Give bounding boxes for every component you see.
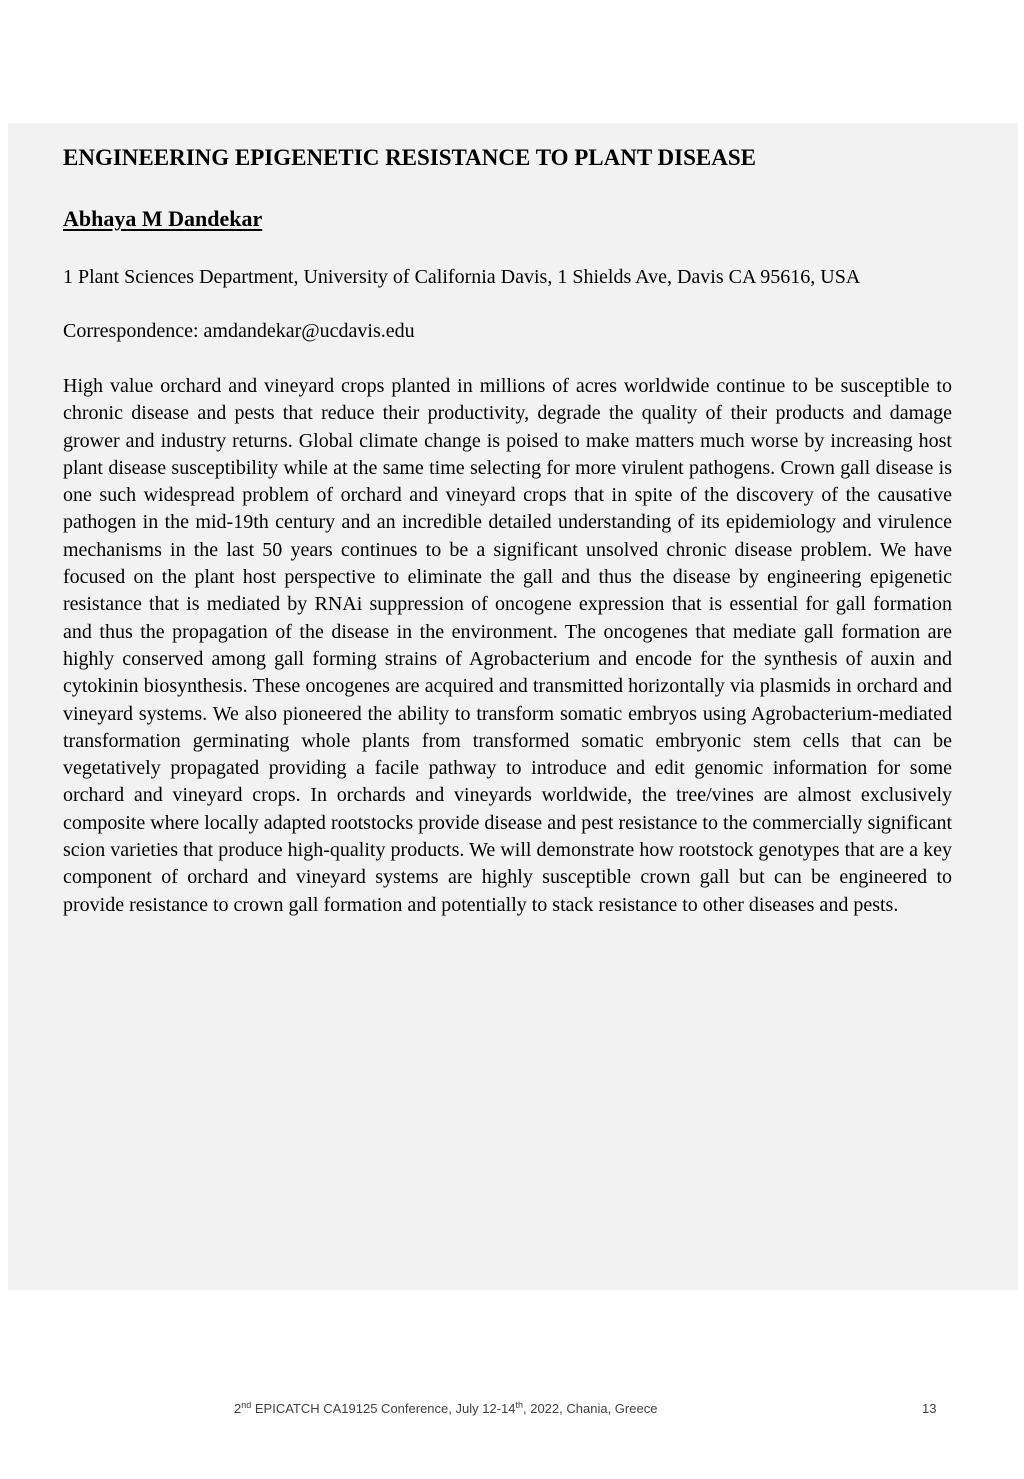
date-suffix: th xyxy=(515,1400,523,1410)
abstract-body: High value orchard and vineyard crops planted in millions of acres worldwide continue to be susceptible to chronic disease and pests that reduce their productivity, degrade the quality of their products and damage grower and industry returns. Global climate change is poised to make matters much worse by increasing host plant disease susceptibility while at the same time selecting for more virulent pathogens. Crown gall disease is one such widespread problem of orchard and vineyard crops that in spite of the discovery of the causative pathogen in the mid-19th century and an incredible detailed understanding of its epidemiology and virulence mechanisms in the last 50 years continues to be a significant unsolved chronic disease problem. We have focused on the plant host perspective to eliminate the gall and thus the disease by engineering epigenetic resistance that is mediated by RNAi suppression of oncogene expression that is essential for gall formation and thus the propagation of the disease in the environment. The oncogenes that mediate gall formation are highly conserved among gall forming strains of Agrobacterium and encode for the synthesis of auxin and cytokinin biosynthesis. These oncogenes are acquired and transmitted horizontally via plasmids in orchard and vineyard systems. We also pioneered the ability to transform somatic embryos using Agrobacterium-mediated transformation germinating whole plants from transformed somatic embryonic stem cells that can be vegetatively propagated providing a facile pathway to introduce and edit genomic information for some orchard and vineyard crops. In orchards and vineyards worldwide, the tree/vines are almost exclusively composite where locally adapted rootstocks provide disease and pest resistance to the commercially significant scion varieties that produce high-quality products. We will demonstrate how rootstock genotypes that are a key component of orchard and vineyard systems are highly susceptible crown gall but can be engineered to provide resistance to crown gall formation and potentially to stack resistance to other diseases and pests. xyxy=(63,375,952,916)
correspondence-email: Correspondence: amdandekar@ucdavis.edu xyxy=(63,320,415,342)
ordinal-number: 2 xyxy=(234,1401,242,1416)
ordinal-suffix: nd xyxy=(241,1400,252,1410)
page-number: 13 xyxy=(922,1401,937,1416)
conference-name: EPICATCH CA19125 Conference, July 12-14 xyxy=(251,1401,516,1416)
author-affiliation: 1 Plant Sciences Department, University of California Davis, 1 Shields Ave, Davis CA 95616, USA xyxy=(63,266,861,288)
conference-location: , 2022, Chania, Greece xyxy=(523,1401,658,1416)
abstract-title: ENGINEERING EPIGENETIC RESISTANCE TO PLANT DISEASE xyxy=(63,145,756,170)
conference-info xyxy=(234,1401,657,1416)
page-footer xyxy=(0,1401,1024,1421)
author-name: Abhaya M Dandekar xyxy=(63,206,263,231)
abstract-content xyxy=(63,143,952,919)
